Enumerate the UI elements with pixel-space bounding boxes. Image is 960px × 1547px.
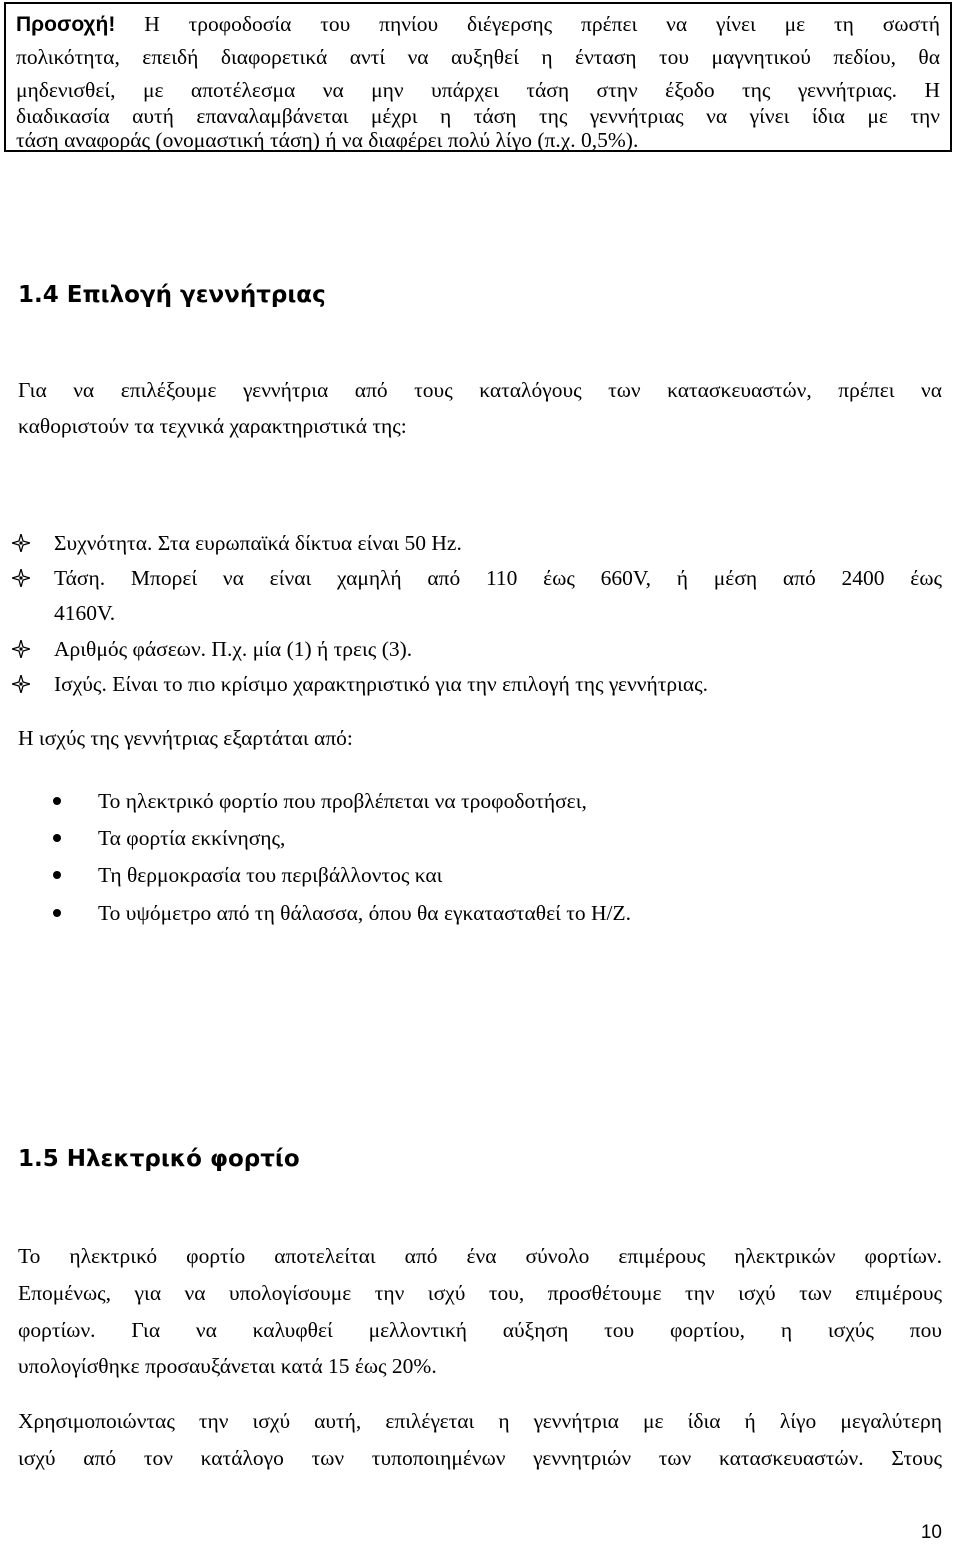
intro-line-1: Για να επιλέξουμε γεννήτρια από τους καταλόγους των κατασκευαστών, πρέπει να [18,378,942,402]
notice-line-3: μηδενισθεί, με αποτέλεσμα να μην υπάρχει τάση στην έξοδο της γεννήτριας. Η [16,78,940,102]
power-intro: Η ισχύς της γεννήτριας εξαρτάται από: [18,726,353,750]
diamond-bullet-icon [12,569,30,587]
spec-item-frequency: Συχνότητα. Στα ευρωπαϊκά δίκτυα είναι 50 Hz. [54,526,462,560]
spec-item-voltage-cont: 4160V. [54,601,116,625]
page-number: 10 [920,1522,942,1543]
notice-box [4,2,952,152]
notice-label: Προσοχή! [16,13,116,36]
para2-line-1: Χρησιμοποιώντας την ισχύ αυτή, επιλέγεται η γεννήτρια με ίδια ή λίγο μεγαλύτερη [18,1409,942,1433]
notice-line-5: τάση αναφοράς (ονομαστική τάση) ή να διαφέρει πολύ λίγο (π.χ. 0,5%). [16,129,639,152]
para1-line-3: φορτίων. Για να καλυφθεί μελλοντική αύξηση του φορτίου, η ισχύς που [18,1318,942,1342]
power-factor-item: Το υψόμετρο από τη θάλασσα, όπου θα εγκατασταθεί το Η/Ζ. [98,896,631,930]
notice-line-1: Προσοχή! Η τροφοδοσία του πηνίου διέγερσης πρέπει να γίνει με τη σωστή [16,12,940,36]
para1-line-1: Το ηλεκτρικό φορτίο αποτελείται από ένα σύνολο επιμέρους ηλεκτρικών φορτίων. [18,1244,942,1268]
spec-label: Συχνότητα. [54,531,153,555]
power-factor-item: Τη θερμοκρασία του περιβάλλοντος και [98,858,442,892]
diamond-bullet-icon [12,640,30,658]
spec-item-power: Ισχύς. Είναι το πιο κρίσιμο χαρακτηριστικό για την επιλογή της γεννήτριας. [54,667,708,701]
para1-line-4: υπολογίσθηκε προσαυξάνεται κατά 15 έως 20%. [18,1354,437,1378]
spec-label: Τάση. [54,566,106,590]
spec-label: Αριθμός φάσεων. [54,637,207,661]
notice-line-4: διαδικασία αυτή επαναλαμβάνεται μέχρι η τάση της γεννήτριας να γίνει ίδια με την [16,104,940,128]
spec-item-voltage: Τάση. Μπορεί να είναι χαμηλή από 110 έως 660V, ή μέση από 2400 έως [54,561,942,595]
section-heading-1-5: 1.5 Ηλεκτρικό φορτίο [18,1146,300,1172]
para2-line-2: ισχύ από τον κατάλογο των τυποποιημένων γεννητριών των κατασκευαστών. Στους [18,1446,942,1470]
power-factor-item: Τα φορτία εκκίνησης, [98,821,285,855]
diamond-bullet-icon [12,675,30,693]
bullet-dot-icon [53,797,61,805]
spec-label: Ισχύς. [54,672,107,696]
bullet-dot-icon [53,871,61,879]
bullet-dot-icon [53,909,61,917]
notice-line-2: πολικότητα, επειδή διαφορετικά αντί να αυξηθεί η ένταση του μαγνητικού πεδίου, θα [16,45,940,69]
intro-line-2: καθοριστούν τα τεχνικά χαρακτηριστικά της: [18,414,407,438]
spec-item-phases: Αριθμός φάσεων. Π.χ. μία (1) ή τρεις (3). [54,632,412,666]
diamond-bullet-icon [12,534,30,552]
section-heading-1-4: 1.4 Επιλογή γεννήτριας [18,282,326,308]
para1-line-2: Επομένως, για να υπολογίσουμε την ισχύ του, προσθέτουμε την ισχύ των επιμέρους [18,1281,942,1305]
power-factor-item: Το ηλεκτρικό φορτίο που προβλέπεται να τροφοδοτήσει, [98,784,587,818]
bullet-dot-icon [53,834,61,842]
